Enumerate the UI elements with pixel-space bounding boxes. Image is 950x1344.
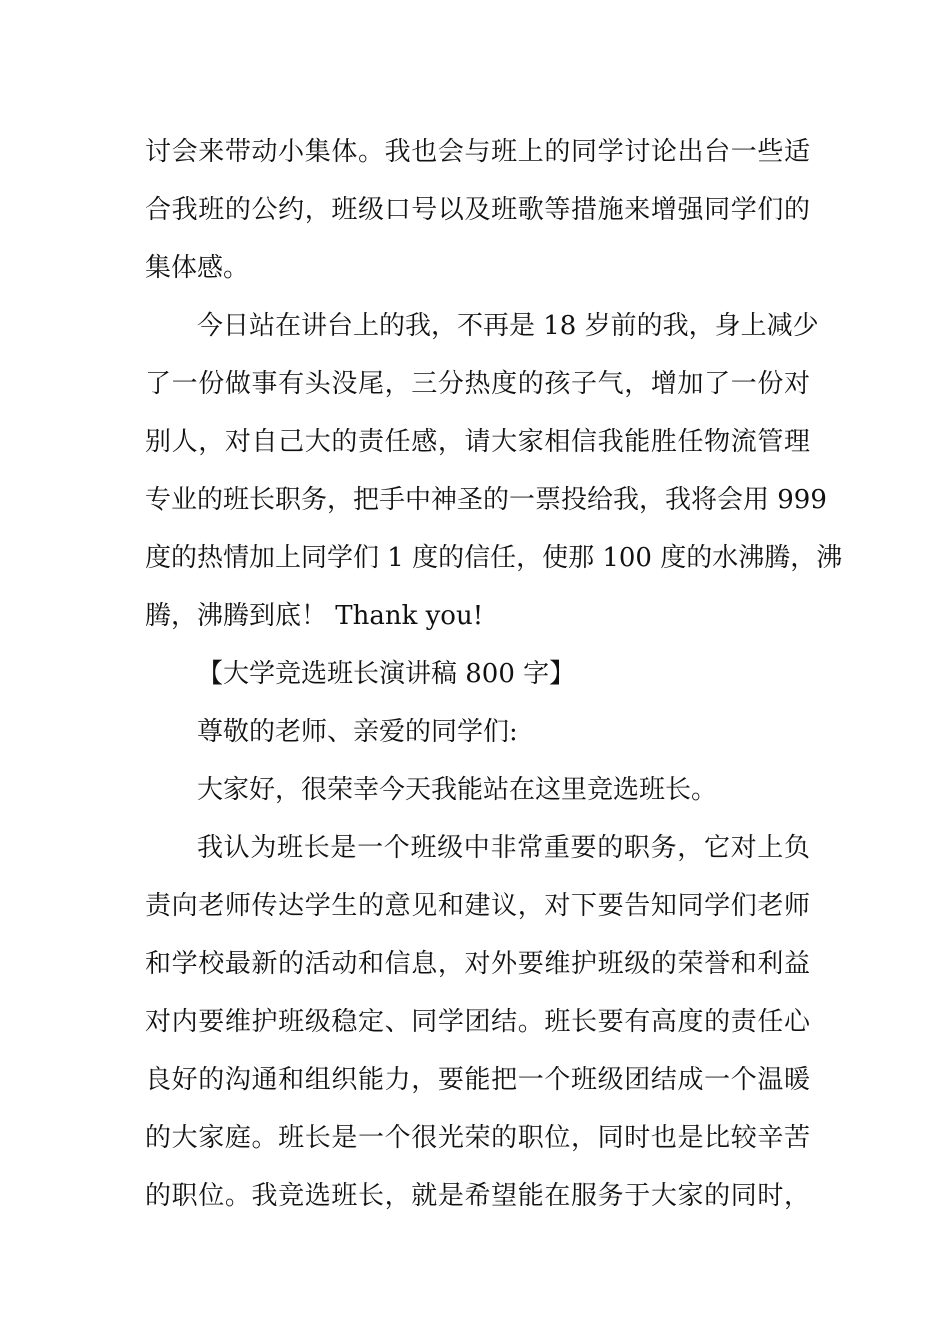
text-line: 的职位。我竞选班长，就是希望能在服务于大家的同时， [145,1181,810,1211]
text-line: 良好的沟通和组织能力，要能把一个班级团结成一个温暖 [145,1065,810,1095]
text-line: 度的热情加上同学们 1 度的信任，使那 100 度的水沸腾，沸 [145,543,843,573]
salutation-line: 尊敬的老师、亲爱的同学们: [197,717,518,747]
text-line: 的大家庭。班长是一个很光荣的职位，同时也是比较辛苦 [145,1123,810,1153]
paragraph-start-line: 今日站在讲台上的我，不再是 18 岁前的我，身上减少 [197,311,819,341]
text-line: 腾，沸腾到底！ Thank you! [145,601,484,631]
section-heading: 【大学竞选班长演讲稿 800 字】 [197,659,576,689]
text-line: 别人，对自己大的责任感，请大家相信我能胜任物流管理 [145,427,810,457]
document-body [145,123,843,1225]
greeting-line: 大家好，很荣幸今天我能站在这里竞选班长。 [197,775,718,805]
text-line: 了一份做事有头没尾，三分热度的孩子气，增加了一份对 [145,369,810,399]
text-line: 讨会来带动小集体。我也会与班上的同学讨论出台一些适 [145,137,810,167]
text-line: 对内要维护班级稳定、同学团结。班长要有高度的责任心 [145,1007,810,1037]
text-line: 责向老师传达学生的意见和建议，对下要告知同学们老师 [145,891,810,921]
paragraph-start-line: 我认为班长是一个班级中非常重要的职务，它对上负 [197,833,810,863]
text-line: 合我班的公约，班级口号以及班歌等措施来增强同学们的 [145,195,810,225]
text-line: 集体感。 [145,253,250,283]
text-line: 和学校最新的活动和信息，对外要维护班级的荣誉和利益 [145,949,810,979]
text-line: 专业的班长职务，把手中神圣的一票投给我，我将会用 999 [145,485,827,515]
